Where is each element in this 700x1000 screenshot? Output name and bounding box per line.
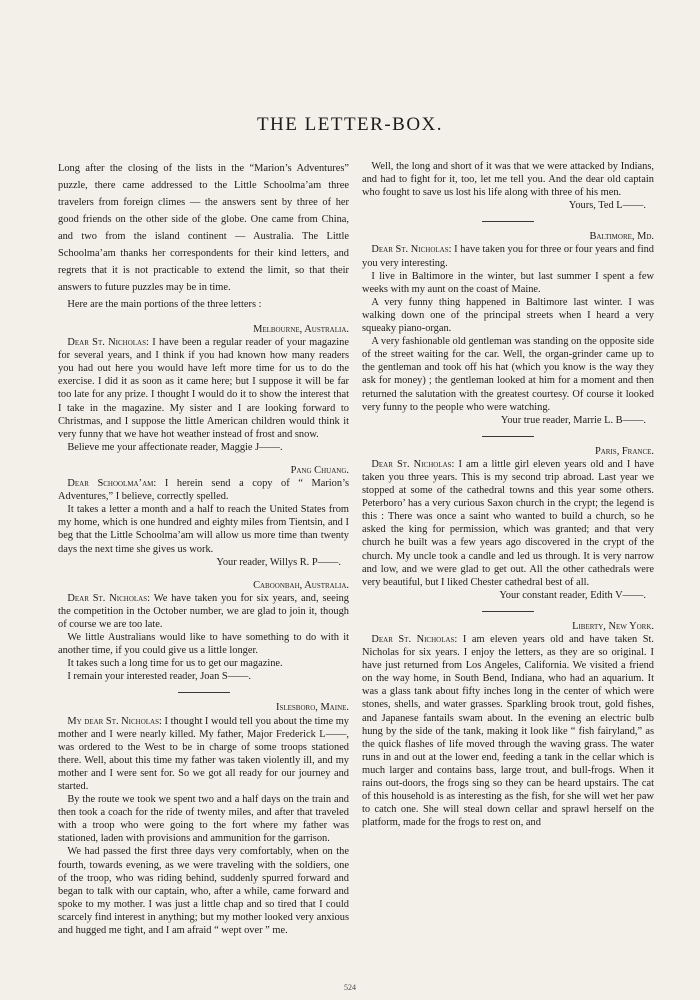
letter-salutation: Dear St. Nicholas: — [371, 634, 458, 645]
letter-text: I have taken you for three or four years and find you very interesting. — [362, 244, 654, 269]
letter-closing: Believe me your affectionate reader, Maggie J——. — [67, 441, 283, 453]
letter-signoff: Your constant reader, Edith V——. — [499, 589, 646, 601]
letter-signoff: Your reader, Willys R. P——. — [216, 556, 341, 568]
letter-paragraph: A very funny thing happened in Baltimore last winter. I was walking down one of the principal streets when I heard a very squeaky piano-organ. — [362, 296, 654, 335]
letter-paragraph-continued: We had passed the first three days very comfortably, when on the fourth, towards evening, as we were traveling with the soldiers, one of the troop, who was riding behind, suddenly spurred forward and began to talk with our captain, who, after a while, came forward and spoke to my mother. I was just a little chap and so tired that I could scarcely find interest in anything; but my mother looked very anxious and hugged me tight, and I am afraid “ wept over ” me. — [58, 846, 349, 937]
letter-text: I have been a regular reader of your magazine for several years, and I think if you had known how many readers you had out here you would have left more time for us to do the exercise. I did it as soon as it came here; but I suppose it will be far too late for any prize. I thought I would do it to show the interest that I take in the magazine. My sister and I are looking forward to Christmas, and I suppose the little American children would think it very funny that we have hot weather instead of frost and snow. — [58, 337, 349, 440]
letter-place: Islesboro, Maine. — [276, 702, 349, 714]
right-column — [362, 160, 654, 829]
letter-paragraph — [58, 336, 349, 441]
letter-paragraph — [362, 243, 654, 269]
letter-paragraph: It takes a letter a month and a half to reach the United States from my home, which is one hundred and eighty miles from Tientsin, and I beg that the Little Schoolma’am will allow us more time than twenty days the next time she gives us work. — [58, 504, 349, 555]
letter-signoff: Yours, Ted L——. — [568, 200, 646, 212]
letter-paragraph: I live in Baltimore in the winter, but last summer I spent a few weeks with my aunt on the coast of Maine. — [362, 270, 654, 295]
page-title: THE LETTER-BOX. — [256, 114, 444, 135]
letter-paragraph — [58, 477, 349, 503]
letter-place: Pang Chuang. — [290, 464, 349, 476]
letter-paragraph — [58, 715, 349, 794]
letter-text: We have taken you for six years, and, seeing the competition in the October number, we are glad to join it, though of course we are too late. — [58, 592, 349, 630]
letter-paragraph: By the route we took we spent two and a half days on the train and then took a coach for the ride of twenty miles, and after that traveled with a troop who were going to the fort where my father was stationed, laden with provisions and ammunition for the garrison. — [58, 794, 349, 845]
letter-place: Paris, France. — [594, 445, 654, 457]
letter-place: Melbourne, Australia. — [253, 324, 349, 335]
letter-paragraph: We little Australians would like to have something to do with it another time, if you could give us a little longer. — [58, 632, 349, 657]
intro-lead-in: Here are the main portions of the three letters : — [67, 299, 262, 310]
letter-salutation: Dear St. Nicholas: — [67, 337, 149, 349]
letter-paragraph — [58, 592, 349, 631]
letter-paragraph: Well, the long and short of it was that we were attacked by Indians, and had to fight for it, too, let me tell you. And the dear old captain who fought to save us lost his life along with three of his men. — [362, 161, 654, 199]
intro-paragraph: Long after the closing of the lists in the “Marion’s Adventures” puzzle, there came addressed to the Little Schoolma’am three travelers from foreign climes — the answers sent by three of her good friends on the other side of the globe. One came from China, and two from the island continent — Australia. The Little Schoolma’am thanks her correspondents for their kind letters, and regrets that it is not practicable to extend the limit, so that their answers to future puzzles may be in time. — [58, 163, 349, 293]
letter-paragraph: It takes such a long time for us to get our magazine. — [67, 658, 283, 670]
letter-paragraph — [362, 633, 654, 829]
section-divider — [482, 611, 534, 612]
letter-salutation: Dear St. Nicholas: — [67, 592, 151, 604]
letter-paragraph: A very fashionable old gentleman was standing on the opposite side of the street waiting for the car. Well, the organ-grinder came up to the gentleman and took off his hat (which you know is the way they ask for money) ; the gentleman looked at him for a moment and then returned the salutation with the greatest courtesy. Of course it looked very funny to the people who were watching. — [362, 336, 654, 413]
letter-text: I am eleven years old and have taken St. Nicholas for six years. I enjoy the letters, as they are so original. I have just returned from Los Angeles, California. We visited a friend on the way home, in South Bend, Indiana, who had an aquarium. It was a glass tank about fifty inches long in the center of which were stones, shells, and water grasses. Sparkling brook trout, gold fishes, and Japanese fantails swam about. In the evening an electric bulb hung by the side of the tank, making it look like “ fish fairyland,” as the quick flashes of life moved through the waving grass. The water runs in and out at the lower end, feeding a tank in the cellar which is much larger and contains bass, large trout, and bull-frogs. When it rains out-doors, the frogs sing so they can be heard upstairs. The cat of this household is as interesting as the fish, for she will wet her paw to catch one. She will steal down cellar and sprawl herself on the platform, made for the frogs to rest on, and — [362, 634, 654, 829]
letter-salutation: Dear St. Nicholas: — [371, 458, 455, 470]
letter-salutation: Dear St. Nicholas: — [371, 244, 452, 256]
letter-place: Caboonbah, Australia. — [253, 579, 349, 591]
letter-place: Baltimore, Md. — [589, 231, 654, 243]
page-number: 524 — [344, 983, 356, 992]
letter-salutation: Dear Schoolma’am: — [67, 478, 157, 490]
letter-paragraph — [362, 458, 654, 589]
section-divider — [482, 221, 534, 222]
letter-closing: I remain your interested reader, Joan S——. — [67, 671, 252, 683]
letter-place: Liberty, New York. — [572, 620, 654, 632]
section-divider — [178, 692, 230, 693]
left-column — [58, 160, 349, 937]
letter-text: I thought I would tell you about the time my mother and I were nearly killed. My father, Major Frederick L——, was ordered to the West to be in charge of some troops stationed there. Well, about this time my father was taken violently ill, and my mother and I were sent for. So we got all ready for our journey and started. — [58, 715, 349, 792]
letter-text: I am a little girl eleven years old and I have taken you three years. This is my second trip abroad. Last year we stopped at some of the cathedral towns and this year some others. Peterboro’ has a very curious Saxon church in the crypt; the legend is this : There was once a saint who wanted to build a church, so he asked the king for permission, which was granted; and that very church he built was a few years ago discovered in the crypt of the church. My uncle took a candle and led us through. It is very narrow and low, and we were glad to get out. All the other cathedrals were very beautiful, but I liked Chester cathedral best of all. — [362, 458, 655, 588]
section-divider — [482, 436, 534, 437]
letter-salutation: My dear St. Nicholas: — [67, 715, 162, 727]
letter-signoff: Your true reader, Marrie L. B——. — [500, 414, 646, 426]
letter-text: I herein send a copy of “ Marion’s Adventures,” I believe, correctly spelled. — [58, 478, 349, 503]
